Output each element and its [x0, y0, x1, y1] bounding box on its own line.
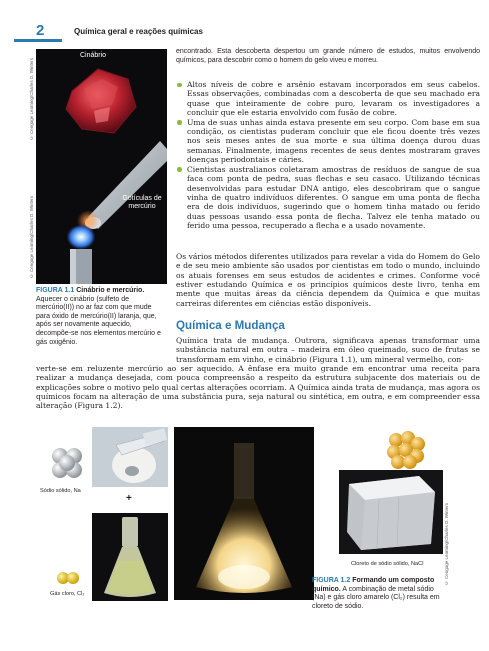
page-header	[14, 24, 474, 40]
page-number: 2	[36, 22, 45, 39]
sodium-photo	[92, 427, 168, 487]
burner-flame	[67, 225, 95, 249]
knife-and-sodium-illustration	[92, 427, 168, 487]
header-rule	[14, 39, 62, 42]
chapter-title: Química geral e reações químicas	[74, 27, 203, 36]
bullet-icon	[177, 120, 182, 125]
nacl-label: Cloreto de sódio sólido, NaCl	[351, 561, 424, 567]
cinnabar-mercury-illustration	[36, 49, 167, 284]
chlorine-photo	[92, 513, 168, 601]
figure-1-2-caption	[312, 577, 444, 611]
change-paragraph-continued: verte-se em reluzente mercúrio ao ser aquecido. A ênfase era muito grande em encontrar uma receita para realizar a mudança desejada, com pouca compreensão a respeito da estrutura subjacente dos materiais ou de explicações sobre o motivo pelo qual certas alterações ocorriam. A Química ainda trata de mudança, mas agora os químicos focam na alteração de uma substância pura, seja natural ou sintética, em outra, e em compreender essa alteração (Figura 1.2).	[36, 364, 480, 411]
bullet-list	[176, 80, 480, 231]
intro-paragraph: encontrado. Esta descoberta despertou um grande número de estudos, muitos envolvendo químicos, para descobrir como o homem do gelo viveu e morreu.	[176, 48, 480, 65]
salt-crystal-illustration	[339, 470, 443, 554]
sodium-atom-model	[50, 446, 84, 480]
cinnabar-label: Cinábrio	[79, 52, 107, 59]
figure-title: Cinábrio e mercúrio.	[76, 287, 145, 294]
reaction-flask-photo	[174, 427, 314, 600]
photo-credit-bottom: © Cengage Learning/Charles D. Winters	[29, 196, 34, 279]
bullet-icon	[177, 83, 182, 88]
list-item: Altos níveis de cobre e arsênio estavam incorporados em seus cabelos. Essas observações, combinadas com a descoberta de que seu machado era quase que inteiramente de cobre puro, levaram os investigadores a concluir que ele estaria envolvido com fusão de cobre.	[176, 80, 480, 117]
bullet-icon	[177, 167, 182, 172]
glowing-flask-illustration	[174, 427, 314, 600]
figure-label: FIGURA 1.1	[36, 287, 75, 294]
figure-caption-text: Aquecer o cinábrio (sulfeto de mercúrio(II)) no ar faz com que mude para óxido de mercúrio(II) laranja, que, após ser novamente aquecido, decompõe-se nos elementos mercúrio e gás oxigênio.	[36, 295, 161, 346]
chlorine-molecule-model	[55, 571, 81, 585]
figure-label: FIGURA 1.2	[312, 577, 351, 584]
figure-1-1-photo	[36, 49, 167, 284]
chlorine-flask-illustration	[92, 513, 168, 601]
nacl-crystal-photo	[339, 470, 443, 554]
figure-title: Formando um composto químico.	[312, 577, 435, 593]
figure-1-1-caption	[36, 287, 164, 347]
list-item: Cientistas australianos coletaram amostras de resíduos de sangue de sua faca com ponta de pedra, suas flechas e seu casaco. Utilizando técnicas desenvolvidas para estudar DNA antigo, eles descobriram que o sangue vinha de quatro indivíduos diferentes. O sangue em uma ponta de flecha era de dois indivíduos, sugerindo que o homem tinha matado ou ferido duas pessoas usando essa ponta de flecha. Talvez ele tenha matado ou ferido uma pessoa, recuperado a flecha e a usado novamente.	[176, 165, 480, 230]
sodium-chloride-lattice-model	[386, 430, 426, 470]
figure-caption-text: A combinação de metal sódio (Na) e gás cloro amarelo (Cl₂) resulta em cloreto de sódio.	[312, 585, 440, 610]
section-heading: Química e Mudança	[176, 319, 285, 332]
photo-credit-nacl: © Cengage Learning/Charles D. Winters	[444, 503, 449, 586]
sodium-label: Sódio sólido, Na	[40, 488, 81, 494]
plus-sign: +	[126, 493, 132, 504]
test-tube	[88, 141, 167, 229]
mercury-droplets-label: Gotículas de mercúrio	[122, 195, 162, 210]
list-item: Uma de suas unhas ainda estava presente em seu corpo. Com base em sua condição, os cientistas puderam concluir que ele ficou doente três vezes nos seis meses antes de sua morte e sua última doença durou duas semanas. Finalmente, imagens recentes de seus dentes mostraram graves doenças periodontais e cáries.	[176, 118, 480, 165]
photo-credit-top: © Cengage Learning/Charles D. Winters	[29, 58, 34, 141]
change-paragraph-start: Química trata de mudança. Outrora, significava apenas transformar uma substância natural em outra – madeira em óleo queimado, suco de frutas se transformam em vinho, e cinábrio (Figura 1.1), um mineral vermelho, con-	[176, 336, 480, 364]
methods-paragraph: Os vários métodos diferentes utilizados para revelar a vida do Homem do Gelo e de seu meio ambiente são usados por cientistas em todo o mundo, incluindo os atuais forenses em seus estudos de acidentes e crimes. Conforme você estiver estudando Química e os princípios químicos deste livro, tenha em mente que muitas áreas da ciência dependem da Química e que muitas carreiras diferentes em ciências estão disponíveis.	[176, 252, 480, 308]
chlorine-label: Gás cloro, Cl₂	[50, 591, 85, 597]
